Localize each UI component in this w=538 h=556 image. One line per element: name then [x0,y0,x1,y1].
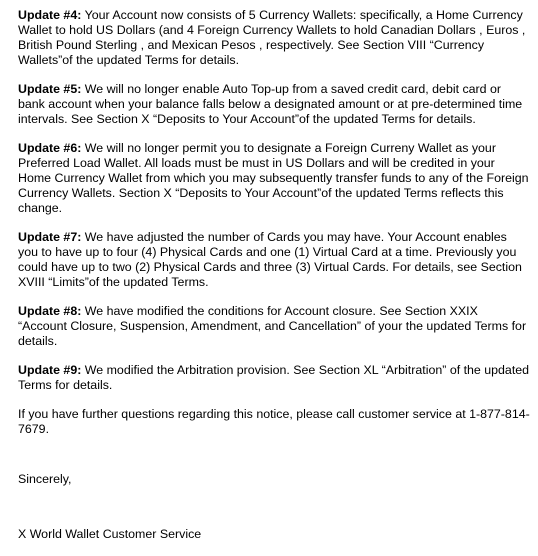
update-8-label: Update #8: [18,304,82,318]
update-7-text: We have adjusted the number of Cards you may have. Your Account enables you to have up to four (4) Physical Cards and one (1) Virtual Card at a time. Previously you could have up to two (2) Physical Cards and three (3) Virtual Cards. For details, see Section XVIII “Limits”of the updated Terms. [18,230,522,289]
update-5-text: We will no longer enable Auto Top-up from a saved credit card, debit card or bank account when your balance falls below a designated amount or at pre-determined time intervals. See Section X “Deposits to Your Account”of the updated Terms for details. [18,82,523,126]
update-9-label: Update #9: [18,363,82,377]
update-8-text: We have modified the conditions for Account closure. See Section XXIX “Account Closure, Suspension, Amendment, and Cancellation” of your the updated Terms for details. [18,304,527,348]
closing-salutation: Sincerely, [18,472,72,486]
signature-line: X World Wallet Customer Service [18,527,202,541]
contact-paragraph: If you have further questions regarding this notice, please call customer service at 1-877-814-7679. [18,407,530,436]
notice-document [18,8,530,556]
update-9-paragraph [18,363,530,393]
update-9-text: We modified the Arbitration provision. See Section XL “Arbitration” of the updated Terms for details. [18,363,530,392]
update-7-paragraph [18,230,530,290]
update-5-paragraph [18,82,530,127]
update-4-text: Your Account now consists of 5 Currency Wallets: specifically, a Home Currency Wallet to hold US Dollars (and 4 Foreign Currency Wallets to hold Canadian Dollars , Euros , British Pound Sterling , and Mexican Pesos , respectively. See Section VIII “Currency Wallets”of the updated Terms for details. [18,8,526,67]
update-6-label: Update #6: [18,141,82,155]
update-6-text: We will no longer permit you to designate a Foreign Curreny Wallet as your Preferred Load Wallet. All loads must be must in US Dollars and will be credited in your Home Currency Wallet from which you may subsequently transfer funds to any of the Foreign Currency Wallets. Section X “Deposits to Your Account”of the updated Terms reflects this change. [18,141,529,215]
update-4-paragraph [18,8,530,68]
update-4-label: Update #4: [18,8,82,22]
update-8-paragraph [18,304,530,349]
update-5-label: Update #5: [18,82,82,96]
update-7-label: Update #7: [18,230,82,244]
update-6-paragraph [18,141,530,216]
